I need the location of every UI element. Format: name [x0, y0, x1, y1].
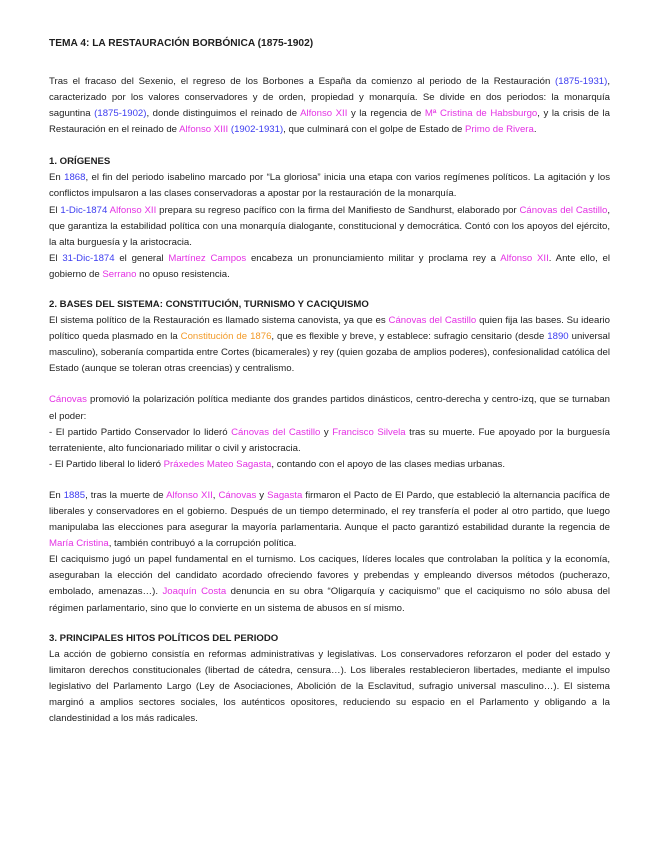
- text-run: ,: [212, 489, 219, 501]
- text-run: El: [49, 252, 63, 264]
- highlighted-term: 1890: [547, 331, 569, 343]
- highlighted-term: Cánovas del Castillo: [231, 426, 321, 438]
- text-run: 3. PRINCIPALES HITOS POLÍTICOS DEL PERIODO: [49, 632, 279, 644]
- text-run: y la regencia de: [347, 108, 425, 120]
- text-run: , caracterizado por los valores conservadores y de orden, propiedad y monarquía. Se divide en dos periodos: la monarquía saguntina: [49, 76, 610, 120]
- highlighted-term: 31-Dic-1874: [62, 252, 115, 264]
- highlighted-term: Alfonso XII: [500, 252, 549, 264]
- paragraph: [49, 170, 610, 202]
- text-run: , contando con el apoyo de las clases medias urbanas.: [271, 458, 505, 470]
- text-run: tras su muerte. Fue apoyado por la burguesía terrateniente, alto funcionariado militar o civil y aristocracia.: [49, 426, 610, 454]
- highlighted-term: 1885: [63, 489, 86, 501]
- text-run: , que es flexible y breve, y establece: sufragio censitario (desde: [271, 331, 548, 343]
- text-run: En: [49, 172, 65, 184]
- text-run: .: [533, 124, 537, 136]
- highlighted-term: Joaquín Costa: [162, 586, 227, 598]
- highlighted-term: Primo de Rivera: [465, 124, 534, 136]
- highlighted-term: (1875-1902): [94, 108, 147, 120]
- text-run: y: [320, 426, 333, 438]
- section-heading: [49, 631, 610, 647]
- paragraph: [49, 488, 610, 552]
- paragraph: [49, 552, 610, 616]
- text-run: denuncia en su obra “Oligarquía y caciquismo” que el caciquismo no sólo abusa del régimen parlamentario, sino que lo convierte en un sistema de abusos en sí mismo.: [49, 586, 611, 614]
- text-run: - El Partido liberal lo lideró: [49, 458, 164, 470]
- text-run: Tras el fracaso del Sexenio, el regreso de los Borbones a España da comienzo al periodo de la Restauración: [49, 76, 556, 87]
- text-run: , que garantiza la estabilidad política con una monarquía dialogante, constitucional y democrática. Contó con los apoyos del ejército, la alta burguesía y la aristocracia.: [49, 204, 610, 248]
- document-title: TEMA 4: LA RESTAURACIÓN BORBÓNICA (1875-1902): [49, 38, 314, 49]
- highlighted-term: 1868: [64, 172, 86, 184]
- section-heading: [49, 154, 610, 170]
- text-run: , también contribuyó a la corrupción política.: [108, 538, 297, 550]
- text-run: , que culminará con el golpe de Estado de: [283, 124, 466, 136]
- text-run: el general: [114, 252, 169, 264]
- highlighted-term: 1-Dic-1874: [60, 204, 108, 216]
- highlighted-term: Constitución de 1876: [180, 331, 272, 343]
- highlighted-term: (1875-1931): [555, 76, 608, 87]
- text-run: - El partido Partido Conservador lo lideró: [49, 426, 232, 438]
- paragraph: [49, 251, 610, 283]
- text-run: y: [256, 489, 268, 501]
- text-run: firmaron el Pacto de El Pardo, que estableció la alternancia pacífica de liberales y conservadores en el gobierno. Después de un tiempo determinado, el rey transfería el poder al otro partido, que luego manipulaba las elecciones para asegurar la mayoría parlamentaria. Aunque el pacto garantizó estabilidad durante la regencia de: [49, 489, 610, 534]
- text-run: . Ante ello, el gobierno de: [49, 252, 611, 280]
- text-run: 2. BASES DEL SISTEMA: CONSTITUCIÓN, TURNISMO Y CACIQUISMO: [49, 299, 369, 311]
- highlighted-term: Cánovas: [218, 489, 257, 501]
- text-run: prepara su regreso pacífico con la firma del Manifiesto de Sandhurst, elaborado por: [156, 204, 520, 216]
- text-run: , y la crisis de la Restauración en el reinado de: [49, 108, 610, 136]
- highlighted-term: Alfonso XII: [166, 489, 213, 501]
- highlighted-term: Cánovas del Castillo: [519, 204, 608, 216]
- paragraph: [49, 74, 610, 138]
- text-run: 1. ORÍGENES: [49, 156, 111, 168]
- highlighted-term: Mª Cristina de Habsburgo: [424, 108, 538, 120]
- highlighted-term: Cánovas: [49, 394, 87, 406]
- highlighted-term: Sagasta: [267, 489, 303, 501]
- highlighted-term: Alfonso XII: [300, 108, 348, 120]
- text-run: no opuso resistencia.: [136, 268, 230, 280]
- text-run: El sistema político de la Restauración es llamado sistema canovista, ya que es: [49, 315, 389, 327]
- highlighted-term: Cánovas del Castillo: [388, 315, 477, 327]
- text-run: , tras la muerte de: [85, 489, 167, 501]
- paragraph: [49, 647, 610, 727]
- paragraph: [49, 425, 610, 457]
- text-run: , el fin del periodo isabelino marcado por “La gloriosa” inicia una etapa con varios regímenes políticos. La agitación y los conflictos impulsaron a las clases conservadoras a apostar por la restauración de la monarquía.: [49, 172, 610, 200]
- document-body: [49, 74, 610, 727]
- text-run: La acción de gobierno consistía en reformas administrativas y legislativas. Los conservadores reforzaron el poder del estado y limitaron derechos constitucionales (libertad de cátedra, censura…). Los liberales restablecieron libertades, mediante el impulso legislativo del Parlamento Largo (Ley de Asociaciones, Abolición de la Esclavitud, sufragio universal masculino…). El sistema marginó a amplios sectores sociales, los auténticos opositores, reduciendo su espacio en el Parlamento y obligando a la clandestinidad a los más radicales.: [49, 648, 610, 724]
- text-run: El caciquismo jugó un papel fundamental en el turnismo. Los caciques, líderes locales que controlaban la política y la economía, aseguraban la elección del candidato acordado ofreciendo favores y prebendas y empleando diversos métodos (pucherazo, embolado, amenazas…).: [49, 554, 610, 598]
- highlighted-term: Serrano: [102, 268, 137, 280]
- highlighted-term: Francisco Silvela: [332, 426, 406, 438]
- text-run: promovió la polarización política mediante dos grandes partidos dinásticos, centro-derecha y centro-izq, que se turnaban el poder:: [49, 394, 610, 422]
- highlighted-term: Práxedes Mateo Sagasta: [163, 458, 272, 470]
- highlighted-term: Alfonso XIII: [179, 124, 229, 136]
- text-run: quien fija las bases. Su ideario político queda plasmado en la: [49, 315, 610, 343]
- text-run: encabeza un pronunciamiento militar y proclama rey a: [246, 252, 501, 264]
- paragraph: [49, 392, 610, 424]
- section-heading: [49, 297, 610, 313]
- highlighted-term: Martínez Campos: [168, 252, 247, 264]
- paragraph: [49, 313, 610, 377]
- text-run: El: [49, 204, 61, 216]
- highlighted-term: María Cristina: [49, 538, 109, 550]
- highlighted-term: (1902-1931): [230, 124, 284, 136]
- paragraph: [49, 457, 610, 473]
- text-run: En: [49, 489, 64, 501]
- highlighted-term: Alfonso XII: [109, 204, 157, 216]
- text-run: , donde distinguimos el reinado de: [146, 108, 301, 120]
- text-run: universal masculino), soberanía compartida entre Cortes (bicamerales) y rey (quien gozaba de amplios poderes), confesionalidad católica del Estado (aunque se toleran otras creencias) y centralismo.: [49, 331, 611, 375]
- paragraph: [49, 203, 610, 251]
